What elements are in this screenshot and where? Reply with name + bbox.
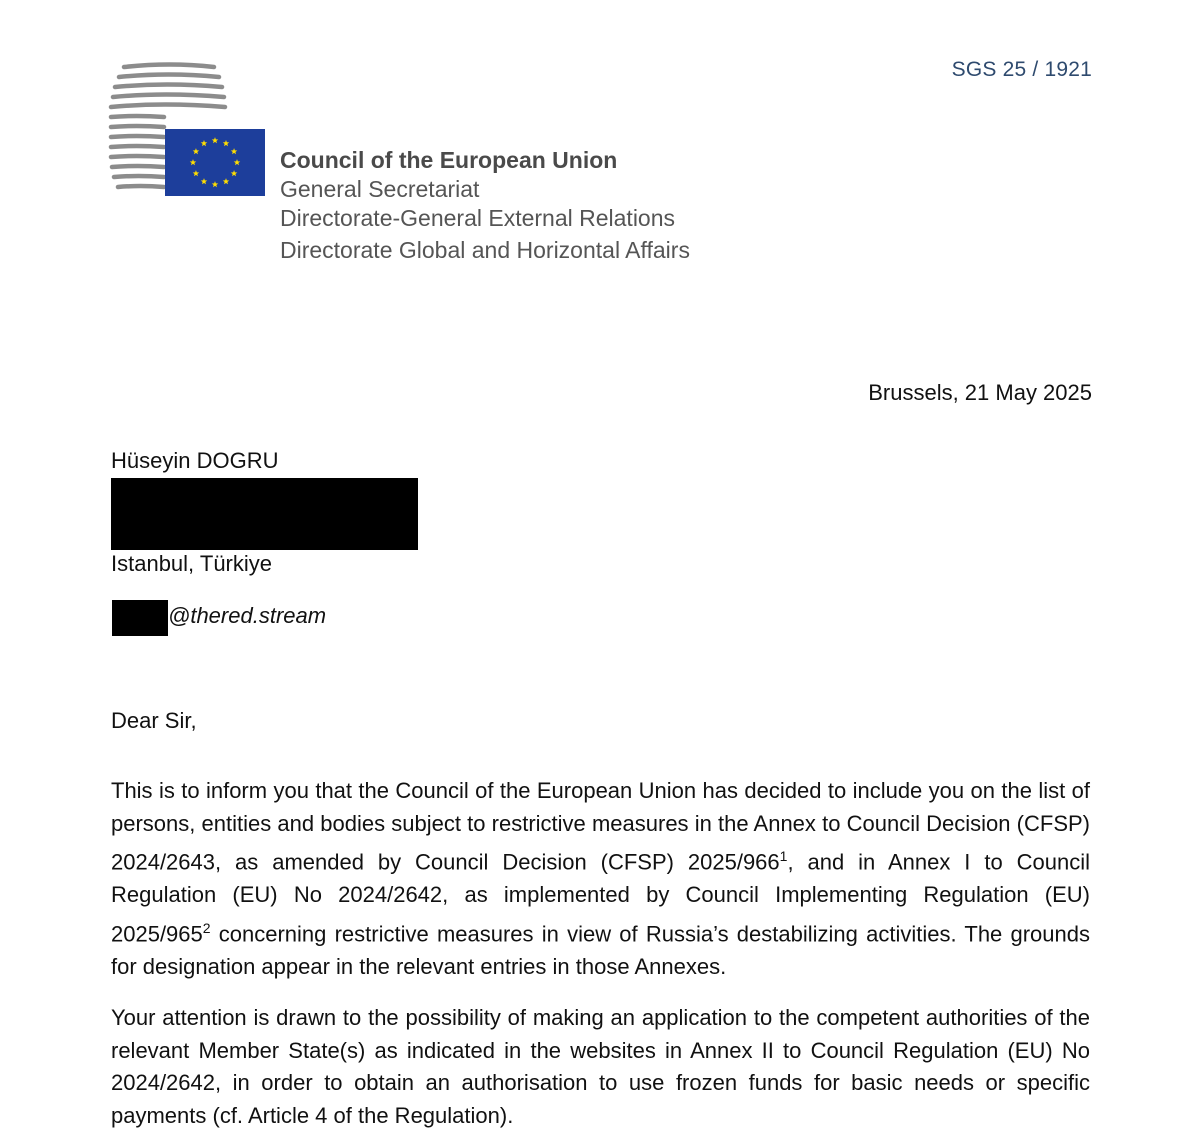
organisation-name: Council of the European Union <box>280 147 618 173</box>
organisation-block <box>280 146 690 265</box>
reference-number: SGS 25 / 1921 <box>951 58 1092 81</box>
paragraph-2: Your attention is drawn to the possibility of making an application to the competent authorities of the relevant Member State(s) as indicated in the websites in Annex II to Council Regulation (EU) No 2024/2642, in order to obtain an authorisation to use frozen funds for basic needs or specific payments (cf. Article 4 of the Regulation). <box>111 1005 1090 1128</box>
recipient-name: Hüseyin DOGRU <box>111 448 279 473</box>
salutation: Dear Sir, <box>111 708 197 733</box>
organisation-line-3: Directorate Global and Horizontal Affairs <box>280 237 690 263</box>
organisation-line-1: General Secretariat <box>280 176 480 202</box>
organisation-line-2: Directorate-General External Relations <box>280 205 676 231</box>
recipient-city: Istanbul, Türkiye <box>111 551 273 576</box>
footnote-ref-2[interactable]: 2 <box>202 919 211 936</box>
council-logo <box>108 62 268 198</box>
paragraph-1-part-a: This is to inform you that the Council of the European Union has decided to include you on the list of persons, entities and bodies subject to restrictive measures in the Annex to Council Decision (CFSP) 2024/2643, as amended by Council Decision (CFSP) 2025/966 <box>111 778 1090 875</box>
paragraph-1-part-b: , and in Annex I to Council Regulation (EU) No 2024/2642, as implemented by Council Implementing Regulation (EU) 2025/965 <box>111 849 1090 947</box>
paragraph-1-part-c: concerning restrictive measures in view of Russia’s destabilizing activities. The grounds for designation appear in the relevant entries in those Annexes. <box>111 921 1090 979</box>
redacted-address <box>111 478 418 550</box>
redacted-email-user <box>112 600 168 636</box>
footnote-ref-1[interactable]: 1 <box>779 848 788 865</box>
letter-date: Brussels, 21 May 2025 <box>868 380 1092 405</box>
paragraph-1 <box>111 775 1090 983</box>
recipient-email-domain: @thered.stream <box>168 603 327 628</box>
